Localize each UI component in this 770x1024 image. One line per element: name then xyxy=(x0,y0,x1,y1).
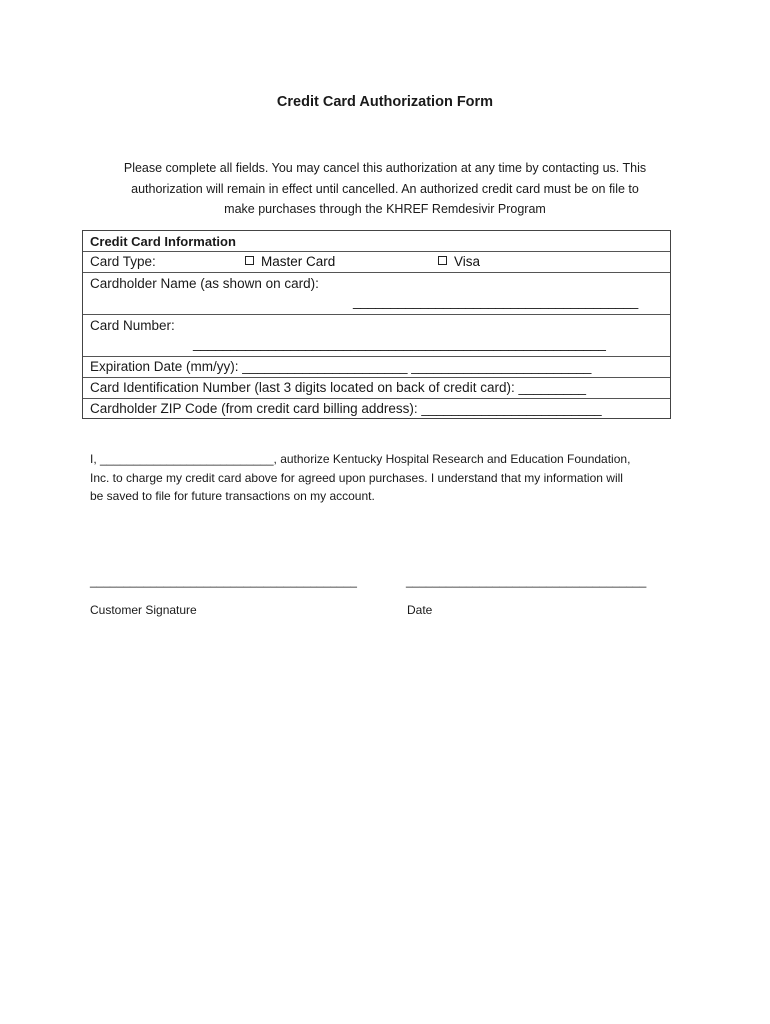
master-card-checkbox[interactable] xyxy=(245,256,254,265)
visa-checkbox[interactable] xyxy=(438,256,447,265)
card-type-row xyxy=(83,252,670,273)
date-field[interactable]: ____________________________________ xyxy=(406,574,647,588)
intro-line: make purchases through the KHREF Remdesivir Program xyxy=(224,202,546,216)
zip-row xyxy=(83,399,670,420)
table-header-row xyxy=(83,231,670,252)
customer-signature-field[interactable]: ________________________________________ xyxy=(90,574,357,588)
card-type-label: Card Type: xyxy=(90,254,156,269)
master-card-label: Master Card xyxy=(261,254,336,269)
expiration-field[interactable]: Expiration Date (mm/yy): ______________________ ________________________ xyxy=(90,359,592,374)
form-title: Credit Card Authorization Form xyxy=(276,94,494,110)
cardholder-name-field[interactable]: ______________________________________ xyxy=(353,294,639,309)
authorization-paragraph xyxy=(90,450,680,506)
card-number-field[interactable]: _______________________________________________________ xyxy=(193,336,606,351)
card-number-label: Card Number: xyxy=(90,318,175,333)
master-card-option[interactable] xyxy=(245,252,335,272)
authorization-line: I, __________________________, authorize Kentucky Hospital Research and Education Foundation, xyxy=(90,452,631,466)
authorization-line: be saved to file for future transactions on my account. xyxy=(90,489,375,503)
cardholder-name-label: Cardholder Name (as shown on card): xyxy=(90,276,319,291)
table-header: Credit Card Information xyxy=(90,234,236,249)
date-label: Date xyxy=(407,603,433,617)
credit-card-info-table xyxy=(82,230,671,419)
card-number-row xyxy=(83,315,670,357)
visa-label: Visa xyxy=(454,254,481,269)
cardholder-name-row xyxy=(83,273,670,315)
customer-signature-label: Customer Signature xyxy=(90,603,197,617)
intro-line: authorization will remain in effect until cancelled. An authorized credit card must be on file to xyxy=(131,181,639,196)
zip-field[interactable]: Cardholder ZIP Code (from credit card billing address): ________________________ xyxy=(90,401,602,416)
intro-paragraph xyxy=(80,158,690,220)
expiration-row xyxy=(83,357,670,378)
intro-line: Please complete all fields. You may cancel this authorization at any time by contacting us. This xyxy=(123,161,647,175)
visa-option[interactable] xyxy=(438,252,480,272)
cid-field[interactable]: Card Identification Number (last 3 digits located on back of credit card): _________ xyxy=(90,380,587,395)
authorization-line: Inc. to charge my credit card above for agreed upon purchases. I understand that my information will xyxy=(90,470,623,485)
cid-row xyxy=(83,378,670,399)
